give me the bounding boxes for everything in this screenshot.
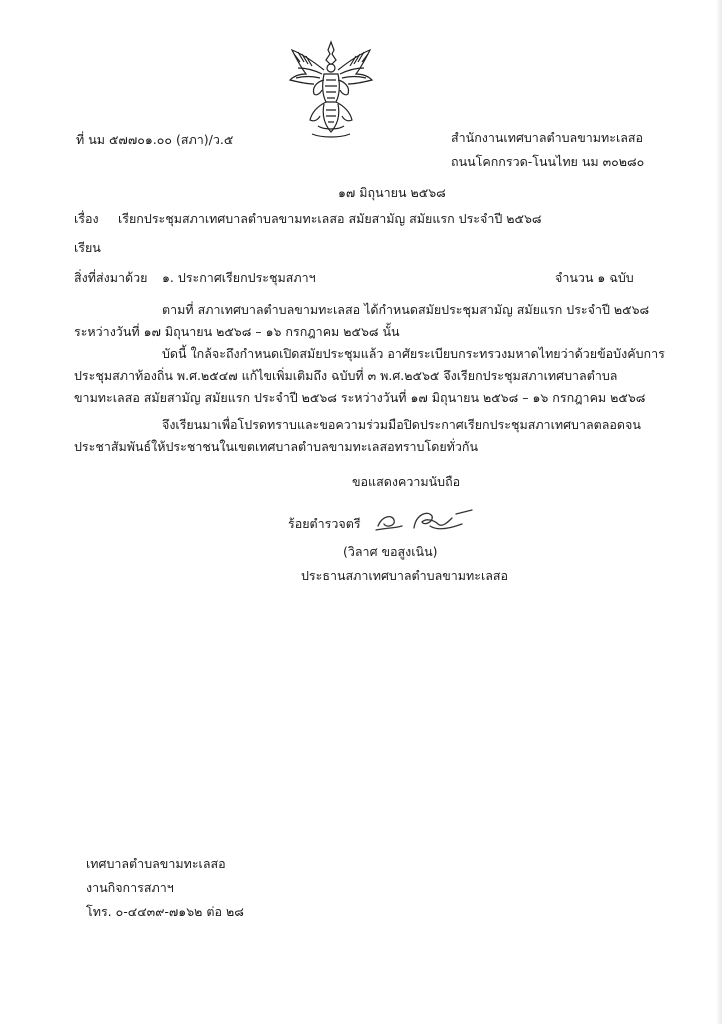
enclosure-item: ๑. ประกาศเรียกประชุมสภาฯ <box>162 270 316 285</box>
office-address: ถนนโคกกรวด-โนนไทย นม ๓๐๒๘๐ <box>451 154 645 169</box>
signer-title: ประธานสภาเทศบาลตำบลขามทะเลสอ <box>301 568 509 583</box>
reference-number: ที่ นม ๕๗๗๐๑.๐๐ (สภา)/ว.๕ <box>76 132 234 147</box>
paragraph-3-line-2: ประชาสัมพันธ์ให้ประชาชนในเขตเทศบาลตำบลขามทะเลสอทราบโดยทั่วกัน <box>74 439 479 454</box>
enclosure-label: สิ่งที่ส่งมาด้วย <box>74 270 148 285</box>
salutation-label: เรียน <box>74 240 101 255</box>
paragraph-3-line-1: จึงเรียนมาเพื่อโปรดทราบและขอความร่วมมือปิดประกาศเรียกประชุมสภาเทศบาลตลอดจน <box>162 417 641 432</box>
letter-date: ๑๗ มิถุนายน ๒๕๖๘ <box>338 185 446 200</box>
paragraph-1-line-2: ระหว่างวันที่ ๑๗ มิถุนายน ๒๕๖๘ – ๑๖ กรกฎาคม ๒๕๖๘ นั้น <box>74 324 400 339</box>
closing-regards: ขอแสดงความนับถือ <box>352 474 461 489</box>
signer-rank: ร้อยตำรวจตรี <box>288 516 361 531</box>
paragraph-2-line-3: ขามทะเลสอ สมัยสามัญ สมัยแรก ประจำปี ๒๕๖๘ ระหว่างวันที่ ๑๗ มิถุนายน ๒๕๖๘ – ๑๖ กรกฎาคม ๒๕๖๘ <box>74 390 646 405</box>
footer-phone: โทร. ๐-๔๔๓๙-๗๑๖๒ ต่อ ๒๘ <box>86 904 244 919</box>
paragraph-1-line-1: ตามที่ สภาเทศบาลตำบลขามทะเลสอ ได้กำหนดสมัยประชุมสามัญ สมัยแรก ประจำปี ๒๕๖๘ <box>162 302 650 317</box>
footer-organization: เทศบาลตำบลขามทะเลสอ <box>86 856 226 871</box>
enclosure-quantity: จำนวน ๑ ฉบับ <box>555 270 634 285</box>
paragraph-2-line-1: บัดนี้ ใกล้จะถึงกำหนดเปิดสมัยประชุมแล้ว อาศัยระเบียบกระทรวงมหาดไทยว่าด้วยข้อบังคับการ <box>162 346 665 361</box>
subject-text: เรียกประชุมสภาเทศบาลตำบลขามทะเลสอ สมัยสามัญ สมัยแรก ประจำปี ๒๕๖๘ <box>118 211 542 226</box>
paragraph-2-line-2: ประชุมสภาท้องถิ่น พ.ศ.๒๕๔๗ แก้ไขเพิ่มเติมถึง ฉบับที่ ๓ พ.ศ.๒๕๖๕ จึงเรียกประชุมสภาเทศบาลตำบล <box>74 368 618 383</box>
garuda-emblem-icon <box>288 40 374 142</box>
footer-department: งานกิจการสภาฯ <box>86 880 174 895</box>
page-edge-shadow <box>716 0 722 1024</box>
subject-label: เรื่อง <box>74 211 99 226</box>
signer-name: (วิลาศ ขอสูงเนิน) <box>343 544 438 559</box>
handwritten-signature <box>372 504 482 534</box>
office-name: สำนักงานเทศบาลตำบลขามทะเลสอ <box>451 130 644 145</box>
